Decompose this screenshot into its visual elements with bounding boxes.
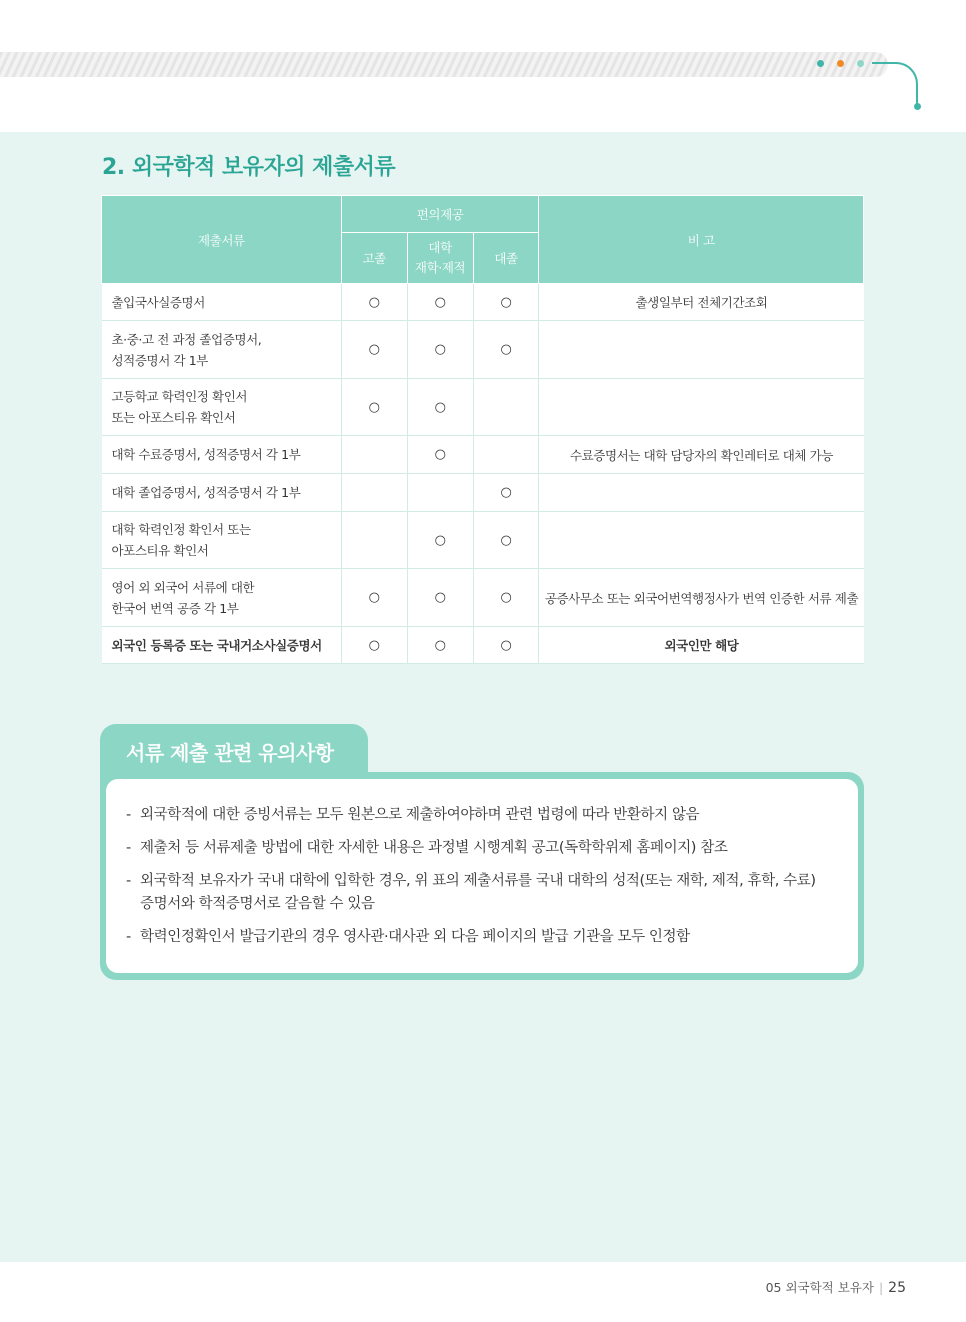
mark-university: ○ (407, 436, 473, 474)
notice-item-text: 외국학적 보유자가 국내 대학에 입학한 경우, 위 표의 제출서류를 국내 대학의 성적(또는 재학, 제적, 휴학, 수료) (140, 873, 816, 889)
mark-graduate: ○ (473, 512, 539, 569)
decor-curve-end-dot (914, 103, 921, 110)
document-name (102, 569, 342, 627)
document-name (102, 321, 342, 379)
document-name-line1: 대학 학력인정 확인서 또는 (111, 522, 251, 537)
header-graduate: 대졸 (473, 233, 539, 284)
mark-highschool (341, 436, 407, 474)
decor-curve-line (872, 62, 918, 106)
header-university-line1: 대학 (428, 240, 452, 255)
mark-highschool: ○ (341, 569, 407, 627)
table-row (102, 379, 864, 436)
document-name-line1: 대학 졸업증명서, 성적증명서 각 1부 (111, 485, 301, 500)
remark (539, 474, 864, 512)
header-highschool: 고졸 (341, 233, 407, 284)
notice-item-text: 외국학적에 대한 증빙서류는 모두 원본으로 제출하여야하며 관련 법령에 따라 반환하지 않음 (140, 807, 700, 823)
mark-graduate: ○ (473, 474, 539, 512)
mark-highschool: ○ (341, 321, 407, 379)
remark: 공증사무소 또는 외국어번역행정사가 번역 인증한 서류 제출 (539, 569, 864, 627)
section-title: 2. 외국학적 보유자의 제출서류 (102, 155, 396, 180)
mark-highschool (341, 474, 407, 512)
document-name-line2: 한국어 번역 공증 각 1부 (111, 600, 239, 616)
document-name (102, 512, 342, 569)
decor-dot-teal (817, 60, 824, 67)
dash-bullet: - (126, 807, 131, 823)
notice-list (126, 804, 846, 959)
table-row (102, 569, 864, 627)
mark-university: ○ (407, 512, 473, 569)
document-name-line1: 고등학교 학력인정 확인서 (111, 389, 248, 404)
decor-dot-mint (857, 60, 864, 67)
document-name-line2: 아포스티유 확인서 (111, 543, 209, 558)
mark-highschool: ○ (341, 284, 407, 321)
mark-university: ○ (407, 321, 473, 379)
document-name-line2: 또는 아포스티유 확인서 (111, 410, 236, 425)
page-number: 25 (888, 1280, 906, 1296)
header-university-line2: 재학·제적 (414, 260, 466, 275)
list-item (126, 870, 846, 916)
remark: 수료증명서는 대학 담당자의 확인레터로 대체 가능 (539, 436, 864, 474)
table-row (102, 474, 864, 512)
table-row (102, 627, 864, 664)
footer-chapter: 05 외국학적 보유자 (765, 1280, 874, 1295)
dash-bullet: - (126, 840, 131, 856)
notice-item-text: 학력인정확인서 발급기관의 경우 영사관·대사관 외 다음 페이지의 발급 기관을 모두 인정함 (140, 929, 690, 945)
document-name-line1: 초·중·고 전 과정 졸업증명서, (111, 331, 262, 347)
table-row (102, 321, 864, 379)
notice-item-text: 제출처 등 서류제출 방법에 대한 자세한 내용은 과정별 시행계획 공고(독학학위제 홈페이지) 참조 (140, 840, 728, 856)
table-row (102, 284, 864, 321)
header-convenience-group: 편의제공 (341, 196, 539, 233)
list-item (126, 837, 846, 860)
remark (539, 379, 864, 436)
mark-graduate (473, 436, 539, 474)
mark-highschool: ○ (341, 627, 407, 664)
document-name (102, 436, 342, 474)
page-footer (766, 1278, 906, 1296)
document-name-line1: 출입국사실증명서 (111, 294, 205, 310)
header-remarks: 비 고 (539, 196, 864, 284)
mark-university: ○ (407, 284, 473, 321)
document-name-line1: 외국인 등록증 또는 국내거소사실증명서 (111, 637, 322, 653)
mark-graduate: ○ (473, 284, 539, 321)
remark: 외국인만 해당 (539, 627, 864, 664)
list-item (126, 804, 846, 827)
table-row (102, 436, 864, 474)
mark-graduate (473, 379, 539, 436)
mark-university (407, 474, 473, 512)
decor-dot-orange (837, 60, 844, 67)
header-university (407, 233, 473, 284)
mark-highschool: ○ (341, 379, 407, 436)
document-name-line1: 영어 외 외국어 서류에 대한 (111, 579, 255, 595)
top-decorative-band (0, 52, 888, 77)
remark (539, 321, 864, 379)
mark-university: ○ (407, 569, 473, 627)
document-name-line2: 성적증명서 각 1부 (111, 352, 208, 368)
documents-table (101, 195, 864, 664)
document-name (102, 627, 342, 664)
remark (539, 512, 864, 569)
list-item (126, 926, 846, 949)
mark-graduate: ○ (473, 569, 539, 627)
header-documents: 제출서류 (102, 196, 342, 284)
remark: 출생일부터 전체기간조회 (539, 284, 864, 321)
mark-graduate: ○ (473, 627, 539, 664)
footer-separator: | (878, 1280, 884, 1295)
mark-highschool (341, 512, 407, 569)
table-row (102, 512, 864, 569)
document-name (102, 474, 342, 512)
document-name (102, 379, 342, 436)
mark-graduate: ○ (473, 321, 539, 379)
dash-bullet: - (126, 929, 131, 945)
document-name-line1: 대학 수료증명서, 성적증명서 각 1부 (111, 447, 301, 462)
mark-university: ○ (407, 627, 473, 664)
document-name (102, 284, 342, 321)
notice-title: 서류 제출 관련 유의사항 (126, 741, 334, 765)
mark-university: ○ (407, 379, 473, 436)
dash-bullet: - (126, 873, 131, 889)
notice-item-text-line2: 증명서와 학적증명서로 갈음할 수 있음 (140, 896, 375, 912)
